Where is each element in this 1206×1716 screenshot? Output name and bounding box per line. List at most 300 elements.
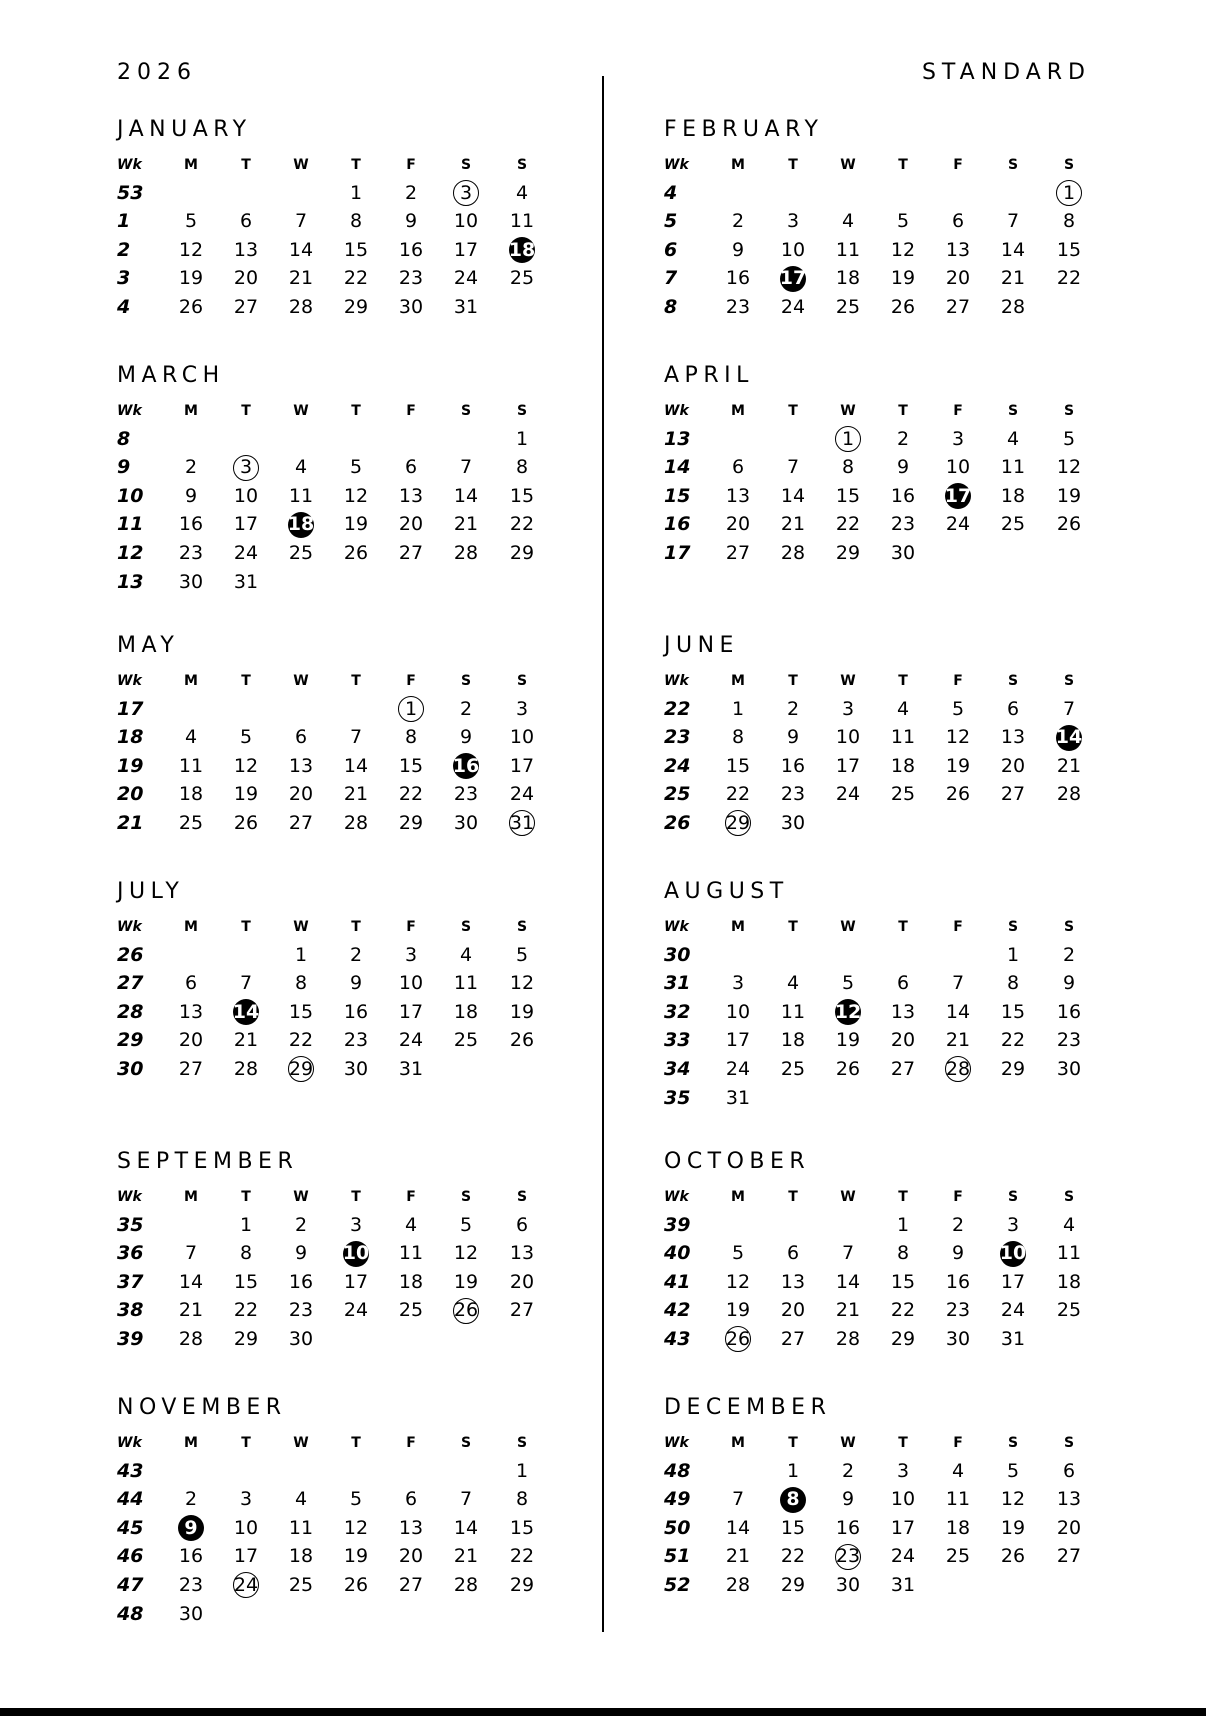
weekday-header: F bbox=[406, 1435, 416, 1451]
week-number: 37 bbox=[117, 1270, 144, 1293]
weekday-header: S bbox=[516, 403, 528, 419]
full-moon-day: 14 bbox=[1049, 724, 1089, 752]
day-cell: 30 bbox=[780, 811, 806, 834]
week-number: 12 bbox=[117, 541, 144, 564]
day-cell: 29 bbox=[398, 811, 424, 834]
day-cell: 25 bbox=[890, 783, 916, 806]
day-cell: 1 bbox=[349, 181, 363, 204]
day-cell: 22 bbox=[1000, 1029, 1026, 1052]
day-cell: 5 bbox=[731, 1242, 745, 1265]
day-cell: 29 bbox=[1000, 1057, 1026, 1080]
day-cell: 5 bbox=[349, 456, 363, 479]
day-cell: 29 bbox=[780, 1573, 806, 1596]
week-number: 27 bbox=[117, 972, 144, 995]
weekday-header: T bbox=[898, 1435, 908, 1451]
day-cell: 24 bbox=[725, 1057, 751, 1080]
weekday-header: F bbox=[953, 673, 963, 689]
full-moon-day: 17 bbox=[938, 482, 978, 510]
day-cell: 7 bbox=[294, 210, 308, 233]
weekday-header: M bbox=[731, 403, 745, 419]
day-cell: 30 bbox=[288, 1327, 314, 1350]
week-number-header: Wk bbox=[117, 157, 142, 173]
new-moon-day: 29 bbox=[281, 1055, 321, 1083]
day-cell: 4 bbox=[459, 943, 473, 966]
week-number: 25 bbox=[664, 783, 691, 806]
day-cell: 25 bbox=[1000, 513, 1026, 536]
day-cell: 2 bbox=[184, 1488, 198, 1511]
day-cell: 23 bbox=[288, 1299, 314, 1322]
day-cell: 11 bbox=[178, 754, 204, 777]
day-cell: 9 bbox=[896, 456, 910, 479]
day-cell: 9 bbox=[404, 210, 418, 233]
day-cell: 4 bbox=[1006, 427, 1020, 450]
new-moon-day: 31 bbox=[502, 809, 542, 837]
day-cell: 11 bbox=[453, 972, 479, 995]
new-moon-day: 28 bbox=[938, 1055, 978, 1083]
day-cell: 15 bbox=[398, 754, 424, 777]
day-cell: 22 bbox=[509, 513, 535, 536]
day-cell: 17 bbox=[890, 1516, 916, 1539]
day-cell: 19 bbox=[453, 1270, 479, 1293]
calendar-style-label: STANDARD bbox=[921, 60, 1091, 85]
day-cell: 18 bbox=[398, 1270, 424, 1293]
day-cell: 24 bbox=[509, 783, 535, 806]
day-cell: 28 bbox=[780, 541, 806, 564]
day-cell: 7 bbox=[349, 726, 363, 749]
week-number-header: Wk bbox=[664, 403, 689, 419]
week-number: 4 bbox=[664, 181, 678, 204]
week-number: 41 bbox=[664, 1270, 691, 1293]
weekday-header: S bbox=[1063, 673, 1075, 689]
day-cell: 2 bbox=[951, 1213, 965, 1236]
day-cell: 14 bbox=[780, 484, 806, 507]
week-number: 42 bbox=[664, 1299, 691, 1322]
weekday-header: M bbox=[731, 157, 745, 173]
day-cell: 17 bbox=[343, 1270, 369, 1293]
day-cell: 30 bbox=[178, 1602, 204, 1625]
day-cell: 20 bbox=[233, 267, 259, 290]
day-cell: 22 bbox=[780, 1545, 806, 1568]
month-name: JULY bbox=[117, 879, 185, 904]
day-cell: 4 bbox=[404, 1213, 418, 1236]
week-number: 46 bbox=[117, 1545, 144, 1568]
day-cell: 10 bbox=[890, 1488, 916, 1511]
full-moon-day: 8 bbox=[773, 1486, 813, 1514]
day-cell: 10 bbox=[233, 1516, 259, 1539]
day-cell: 1 bbox=[786, 1459, 800, 1482]
day-cell: 5 bbox=[841, 972, 855, 995]
day-cell: 1 bbox=[239, 1213, 253, 1236]
day-cell: 12 bbox=[233, 754, 259, 777]
day-cell: 8 bbox=[1062, 210, 1076, 233]
new-moon-day: 23 bbox=[828, 1543, 868, 1571]
week-number: 14 bbox=[664, 456, 691, 479]
day-cell: 28 bbox=[453, 541, 479, 564]
day-cell: 31 bbox=[1000, 1327, 1026, 1350]
day-cell: 22 bbox=[398, 783, 424, 806]
day-cell: 26 bbox=[233, 811, 259, 834]
day-cell: 17 bbox=[233, 513, 259, 536]
weekday-header: T bbox=[788, 157, 798, 173]
day-cell: 8 bbox=[404, 726, 418, 749]
day-cell: 1 bbox=[896, 1213, 910, 1236]
weekday-header: F bbox=[953, 1435, 963, 1451]
day-cell: 28 bbox=[835, 1327, 861, 1350]
day-cell: 3 bbox=[841, 697, 855, 720]
new-moon-day: 26 bbox=[718, 1325, 758, 1353]
day-cell: 23 bbox=[398, 267, 424, 290]
day-cell: 20 bbox=[780, 1299, 806, 1322]
weekday-header: F bbox=[953, 403, 963, 419]
weekday-header: S bbox=[460, 1189, 472, 1205]
weekday-header: S bbox=[516, 157, 528, 173]
day-cell: 27 bbox=[725, 541, 751, 564]
day-cell: 4 bbox=[1062, 1213, 1076, 1236]
day-cell: 26 bbox=[343, 541, 369, 564]
full-moon-day: 9 bbox=[171, 1514, 211, 1542]
day-cell: 24 bbox=[945, 513, 971, 536]
day-cell: 14 bbox=[835, 1270, 861, 1293]
day-cell: 20 bbox=[398, 1545, 424, 1568]
day-cell: 9 bbox=[1062, 972, 1076, 995]
weekday-header: T bbox=[351, 919, 361, 935]
day-cell: 10 bbox=[509, 726, 535, 749]
week-number: 48 bbox=[664, 1459, 691, 1482]
day-cell: 21 bbox=[835, 1299, 861, 1322]
day-cell: 23 bbox=[945, 1299, 971, 1322]
week-number: 20 bbox=[117, 783, 144, 806]
day-cell: 16 bbox=[890, 484, 916, 507]
day-cell: 24 bbox=[233, 541, 259, 564]
weekday-header: F bbox=[406, 919, 416, 935]
day-cell: 13 bbox=[945, 238, 971, 261]
day-cell: 9 bbox=[731, 238, 745, 261]
day-cell: 4 bbox=[951, 1459, 965, 1482]
week-number: 47 bbox=[117, 1573, 144, 1596]
day-cell: 12 bbox=[725, 1270, 751, 1293]
weekday-header: S bbox=[1063, 157, 1075, 173]
week-number-header: Wk bbox=[117, 1189, 142, 1205]
day-cell: 11 bbox=[780, 1000, 806, 1023]
day-cell: 22 bbox=[835, 513, 861, 536]
weekday-header: T bbox=[241, 919, 251, 935]
weekday-header: S bbox=[1007, 1435, 1019, 1451]
day-cell: 13 bbox=[725, 484, 751, 507]
day-cell: 20 bbox=[509, 1270, 535, 1293]
week-number: 53 bbox=[117, 181, 144, 204]
day-cell: 22 bbox=[509, 1545, 535, 1568]
weekday-header: T bbox=[241, 1189, 251, 1205]
day-cell: 16 bbox=[343, 1000, 369, 1023]
weekday-header: M bbox=[731, 1189, 745, 1205]
day-cell: 11 bbox=[945, 1488, 971, 1511]
day-cell: 22 bbox=[725, 783, 751, 806]
weekday-header: W bbox=[840, 403, 856, 419]
day-cell: 28 bbox=[1056, 783, 1082, 806]
new-moon-day: 1 bbox=[391, 695, 431, 723]
day-cell: 12 bbox=[1000, 1488, 1026, 1511]
weekday-header: T bbox=[351, 157, 361, 173]
weekday-header: T bbox=[351, 403, 361, 419]
week-number: 18 bbox=[117, 726, 144, 749]
day-cell: 25 bbox=[509, 267, 535, 290]
weekday-header: W bbox=[293, 1435, 309, 1451]
week-number: 16 bbox=[664, 513, 691, 536]
new-moon-day: 3 bbox=[226, 454, 266, 482]
week-number: 5 bbox=[664, 210, 678, 233]
weekday-header: T bbox=[241, 157, 251, 173]
day-cell: 25 bbox=[1056, 1299, 1082, 1322]
weekday-header: T bbox=[351, 673, 361, 689]
week-number: 34 bbox=[664, 1057, 691, 1080]
day-cell: 8 bbox=[239, 1242, 253, 1265]
day-cell: 3 bbox=[951, 427, 965, 450]
weekday-header: T bbox=[898, 403, 908, 419]
day-cell: 5 bbox=[459, 1213, 473, 1236]
day-cell: 9 bbox=[184, 484, 198, 507]
day-cell: 21 bbox=[288, 267, 314, 290]
weekday-header: S bbox=[516, 919, 528, 935]
day-cell: 27 bbox=[178, 1057, 204, 1080]
day-cell: 3 bbox=[404, 943, 418, 966]
day-cell: 13 bbox=[288, 754, 314, 777]
week-number: 11 bbox=[117, 513, 144, 536]
day-cell: 7 bbox=[1062, 697, 1076, 720]
day-cell: 25 bbox=[835, 295, 861, 318]
day-cell: 10 bbox=[233, 484, 259, 507]
day-cell: 19 bbox=[343, 513, 369, 536]
week-number: 4 bbox=[117, 295, 131, 318]
week-number: 6 bbox=[664, 238, 678, 261]
weekday-header: W bbox=[840, 157, 856, 173]
day-cell: 7 bbox=[459, 1488, 473, 1511]
day-cell: 15 bbox=[835, 484, 861, 507]
day-cell: 20 bbox=[178, 1029, 204, 1052]
day-cell: 5 bbox=[184, 210, 198, 233]
day-cell: 16 bbox=[1056, 1000, 1082, 1023]
day-cell: 11 bbox=[1056, 1242, 1082, 1265]
day-cell: 2 bbox=[841, 1459, 855, 1482]
day-cell: 20 bbox=[1056, 1516, 1082, 1539]
full-moon-day: 14 bbox=[226, 998, 266, 1026]
day-cell: 30 bbox=[835, 1573, 861, 1596]
week-number: 13 bbox=[117, 570, 144, 593]
day-cell: 21 bbox=[453, 513, 479, 536]
day-cell: 31 bbox=[453, 295, 479, 318]
day-cell: 17 bbox=[725, 1029, 751, 1052]
weekday-header: T bbox=[351, 1189, 361, 1205]
day-cell: 3 bbox=[786, 210, 800, 233]
day-cell: 19 bbox=[1000, 1516, 1026, 1539]
day-cell: 13 bbox=[178, 1000, 204, 1023]
month-name: APRIL bbox=[664, 363, 754, 388]
day-cell: 9 bbox=[294, 1242, 308, 1265]
day-cell: 7 bbox=[786, 456, 800, 479]
day-cell: 22 bbox=[1056, 267, 1082, 290]
day-cell: 15 bbox=[780, 1516, 806, 1539]
week-number: 21 bbox=[117, 811, 144, 834]
day-cell: 30 bbox=[945, 1327, 971, 1350]
day-cell: 19 bbox=[835, 1029, 861, 1052]
day-cell: 8 bbox=[1006, 972, 1020, 995]
day-cell: 9 bbox=[459, 726, 473, 749]
day-cell: 11 bbox=[890, 726, 916, 749]
week-number: 3 bbox=[117, 267, 131, 290]
day-cell: 3 bbox=[896, 1459, 910, 1482]
day-cell: 30 bbox=[398, 295, 424, 318]
day-cell: 18 bbox=[453, 1000, 479, 1023]
day-cell: 17 bbox=[233, 1545, 259, 1568]
week-number-header: Wk bbox=[664, 1189, 689, 1205]
day-cell: 23 bbox=[725, 295, 751, 318]
day-cell: 31 bbox=[890, 1573, 916, 1596]
day-cell: 26 bbox=[178, 295, 204, 318]
day-cell: 14 bbox=[453, 484, 479, 507]
day-cell: 15 bbox=[343, 238, 369, 261]
day-cell: 19 bbox=[945, 754, 971, 777]
day-cell: 5 bbox=[239, 726, 253, 749]
week-number: 7 bbox=[664, 267, 678, 290]
new-moon-day: 26 bbox=[446, 1297, 486, 1325]
week-number: 23 bbox=[664, 726, 691, 749]
weekday-header: M bbox=[184, 157, 198, 173]
day-cell: 18 bbox=[780, 1029, 806, 1052]
week-number-header: Wk bbox=[664, 919, 689, 935]
bottom-bar bbox=[0, 1708, 1206, 1716]
day-cell: 29 bbox=[890, 1327, 916, 1350]
day-cell: 7 bbox=[239, 972, 253, 995]
week-number: 45 bbox=[117, 1516, 144, 1539]
month-name: MARCH bbox=[117, 363, 225, 388]
week-number: 30 bbox=[664, 943, 691, 966]
day-cell: 27 bbox=[233, 295, 259, 318]
day-cell: 4 bbox=[515, 181, 529, 204]
day-cell: 12 bbox=[178, 238, 204, 261]
full-moon-day: 18 bbox=[281, 511, 321, 539]
day-cell: 15 bbox=[1000, 1000, 1026, 1023]
day-cell: 18 bbox=[288, 1545, 314, 1568]
week-number-header: Wk bbox=[117, 919, 142, 935]
weekday-header: T bbox=[351, 1435, 361, 1451]
day-cell: 4 bbox=[184, 726, 198, 749]
day-cell: 23 bbox=[890, 513, 916, 536]
weekday-header: T bbox=[788, 919, 798, 935]
month-name: SEPTEMBER bbox=[117, 1149, 299, 1174]
calendar-year: 2026 bbox=[117, 60, 197, 85]
day-cell: 23 bbox=[343, 1029, 369, 1052]
day-cell: 6 bbox=[1006, 697, 1020, 720]
day-cell: 16 bbox=[945, 1270, 971, 1293]
day-cell: 8 bbox=[896, 1242, 910, 1265]
day-cell: 7 bbox=[459, 456, 473, 479]
day-cell: 17 bbox=[1000, 1270, 1026, 1293]
day-cell: 17 bbox=[398, 1000, 424, 1023]
weekday-header: M bbox=[731, 673, 745, 689]
day-cell: 28 bbox=[725, 1573, 751, 1596]
weekday-header: W bbox=[293, 403, 309, 419]
full-moon-day: 10 bbox=[336, 1240, 376, 1268]
week-number: 39 bbox=[664, 1213, 691, 1236]
weekday-header: T bbox=[241, 403, 251, 419]
day-cell: 27 bbox=[1000, 783, 1026, 806]
day-cell: 13 bbox=[233, 238, 259, 261]
week-number: 22 bbox=[664, 697, 691, 720]
weekday-header: S bbox=[1007, 403, 1019, 419]
day-cell: 30 bbox=[890, 541, 916, 564]
week-number: 36 bbox=[117, 1242, 144, 1265]
day-cell: 20 bbox=[725, 513, 751, 536]
day-cell: 3 bbox=[1006, 1213, 1020, 1236]
week-number: 33 bbox=[664, 1029, 691, 1052]
week-number: 49 bbox=[664, 1488, 691, 1511]
month-name: FEBRUARY bbox=[664, 117, 824, 142]
week-number: 51 bbox=[664, 1545, 691, 1568]
new-moon-day: 1 bbox=[1049, 179, 1089, 207]
day-cell: 7 bbox=[1006, 210, 1020, 233]
day-cell: 26 bbox=[1056, 513, 1082, 536]
day-cell: 10 bbox=[780, 238, 806, 261]
weekday-header: T bbox=[788, 1435, 798, 1451]
day-cell: 23 bbox=[453, 783, 479, 806]
day-cell: 28 bbox=[453, 1573, 479, 1596]
week-number: 17 bbox=[664, 541, 691, 564]
full-moon-day: 12 bbox=[828, 998, 868, 1026]
day-cell: 5 bbox=[515, 943, 529, 966]
day-cell: 12 bbox=[1056, 456, 1082, 479]
day-cell: 14 bbox=[453, 1516, 479, 1539]
week-number: 32 bbox=[664, 1000, 691, 1023]
weekday-header: M bbox=[184, 1435, 198, 1451]
week-number: 40 bbox=[664, 1242, 691, 1265]
day-cell: 1 bbox=[515, 427, 529, 450]
day-cell: 7 bbox=[841, 1242, 855, 1265]
week-number: 13 bbox=[664, 427, 691, 450]
week-number: 38 bbox=[117, 1299, 144, 1322]
day-cell: 12 bbox=[945, 726, 971, 749]
day-cell: 25 bbox=[945, 1545, 971, 1568]
week-number: 19 bbox=[117, 754, 144, 777]
day-cell: 25 bbox=[288, 1573, 314, 1596]
weekday-header: S bbox=[1007, 1189, 1019, 1205]
day-cell: 4 bbox=[896, 697, 910, 720]
day-cell: 11 bbox=[509, 210, 535, 233]
weekday-header: W bbox=[293, 157, 309, 173]
day-cell: 6 bbox=[1062, 1459, 1076, 1482]
week-number: 30 bbox=[117, 1057, 144, 1080]
day-cell: 1 bbox=[515, 1459, 529, 1482]
day-cell: 27 bbox=[890, 1057, 916, 1080]
week-number-header: Wk bbox=[117, 1435, 142, 1451]
weekday-header: S bbox=[460, 157, 472, 173]
day-cell: 6 bbox=[896, 972, 910, 995]
weekday-header: S bbox=[1063, 1189, 1075, 1205]
week-number: 28 bbox=[117, 1000, 144, 1023]
weekday-header: S bbox=[460, 1435, 472, 1451]
week-number: 43 bbox=[664, 1327, 691, 1350]
weekday-header: W bbox=[840, 1189, 856, 1205]
day-cell: 6 bbox=[239, 210, 253, 233]
day-cell: 31 bbox=[233, 570, 259, 593]
weekday-header: F bbox=[406, 157, 416, 173]
day-cell: 1 bbox=[731, 697, 745, 720]
weekday-header: M bbox=[731, 1435, 745, 1451]
week-number: 35 bbox=[117, 1213, 144, 1236]
day-cell: 17 bbox=[509, 754, 535, 777]
day-cell: 22 bbox=[233, 1299, 259, 1322]
day-cell: 6 bbox=[294, 726, 308, 749]
day-cell: 13 bbox=[890, 1000, 916, 1023]
day-cell: 18 bbox=[178, 783, 204, 806]
